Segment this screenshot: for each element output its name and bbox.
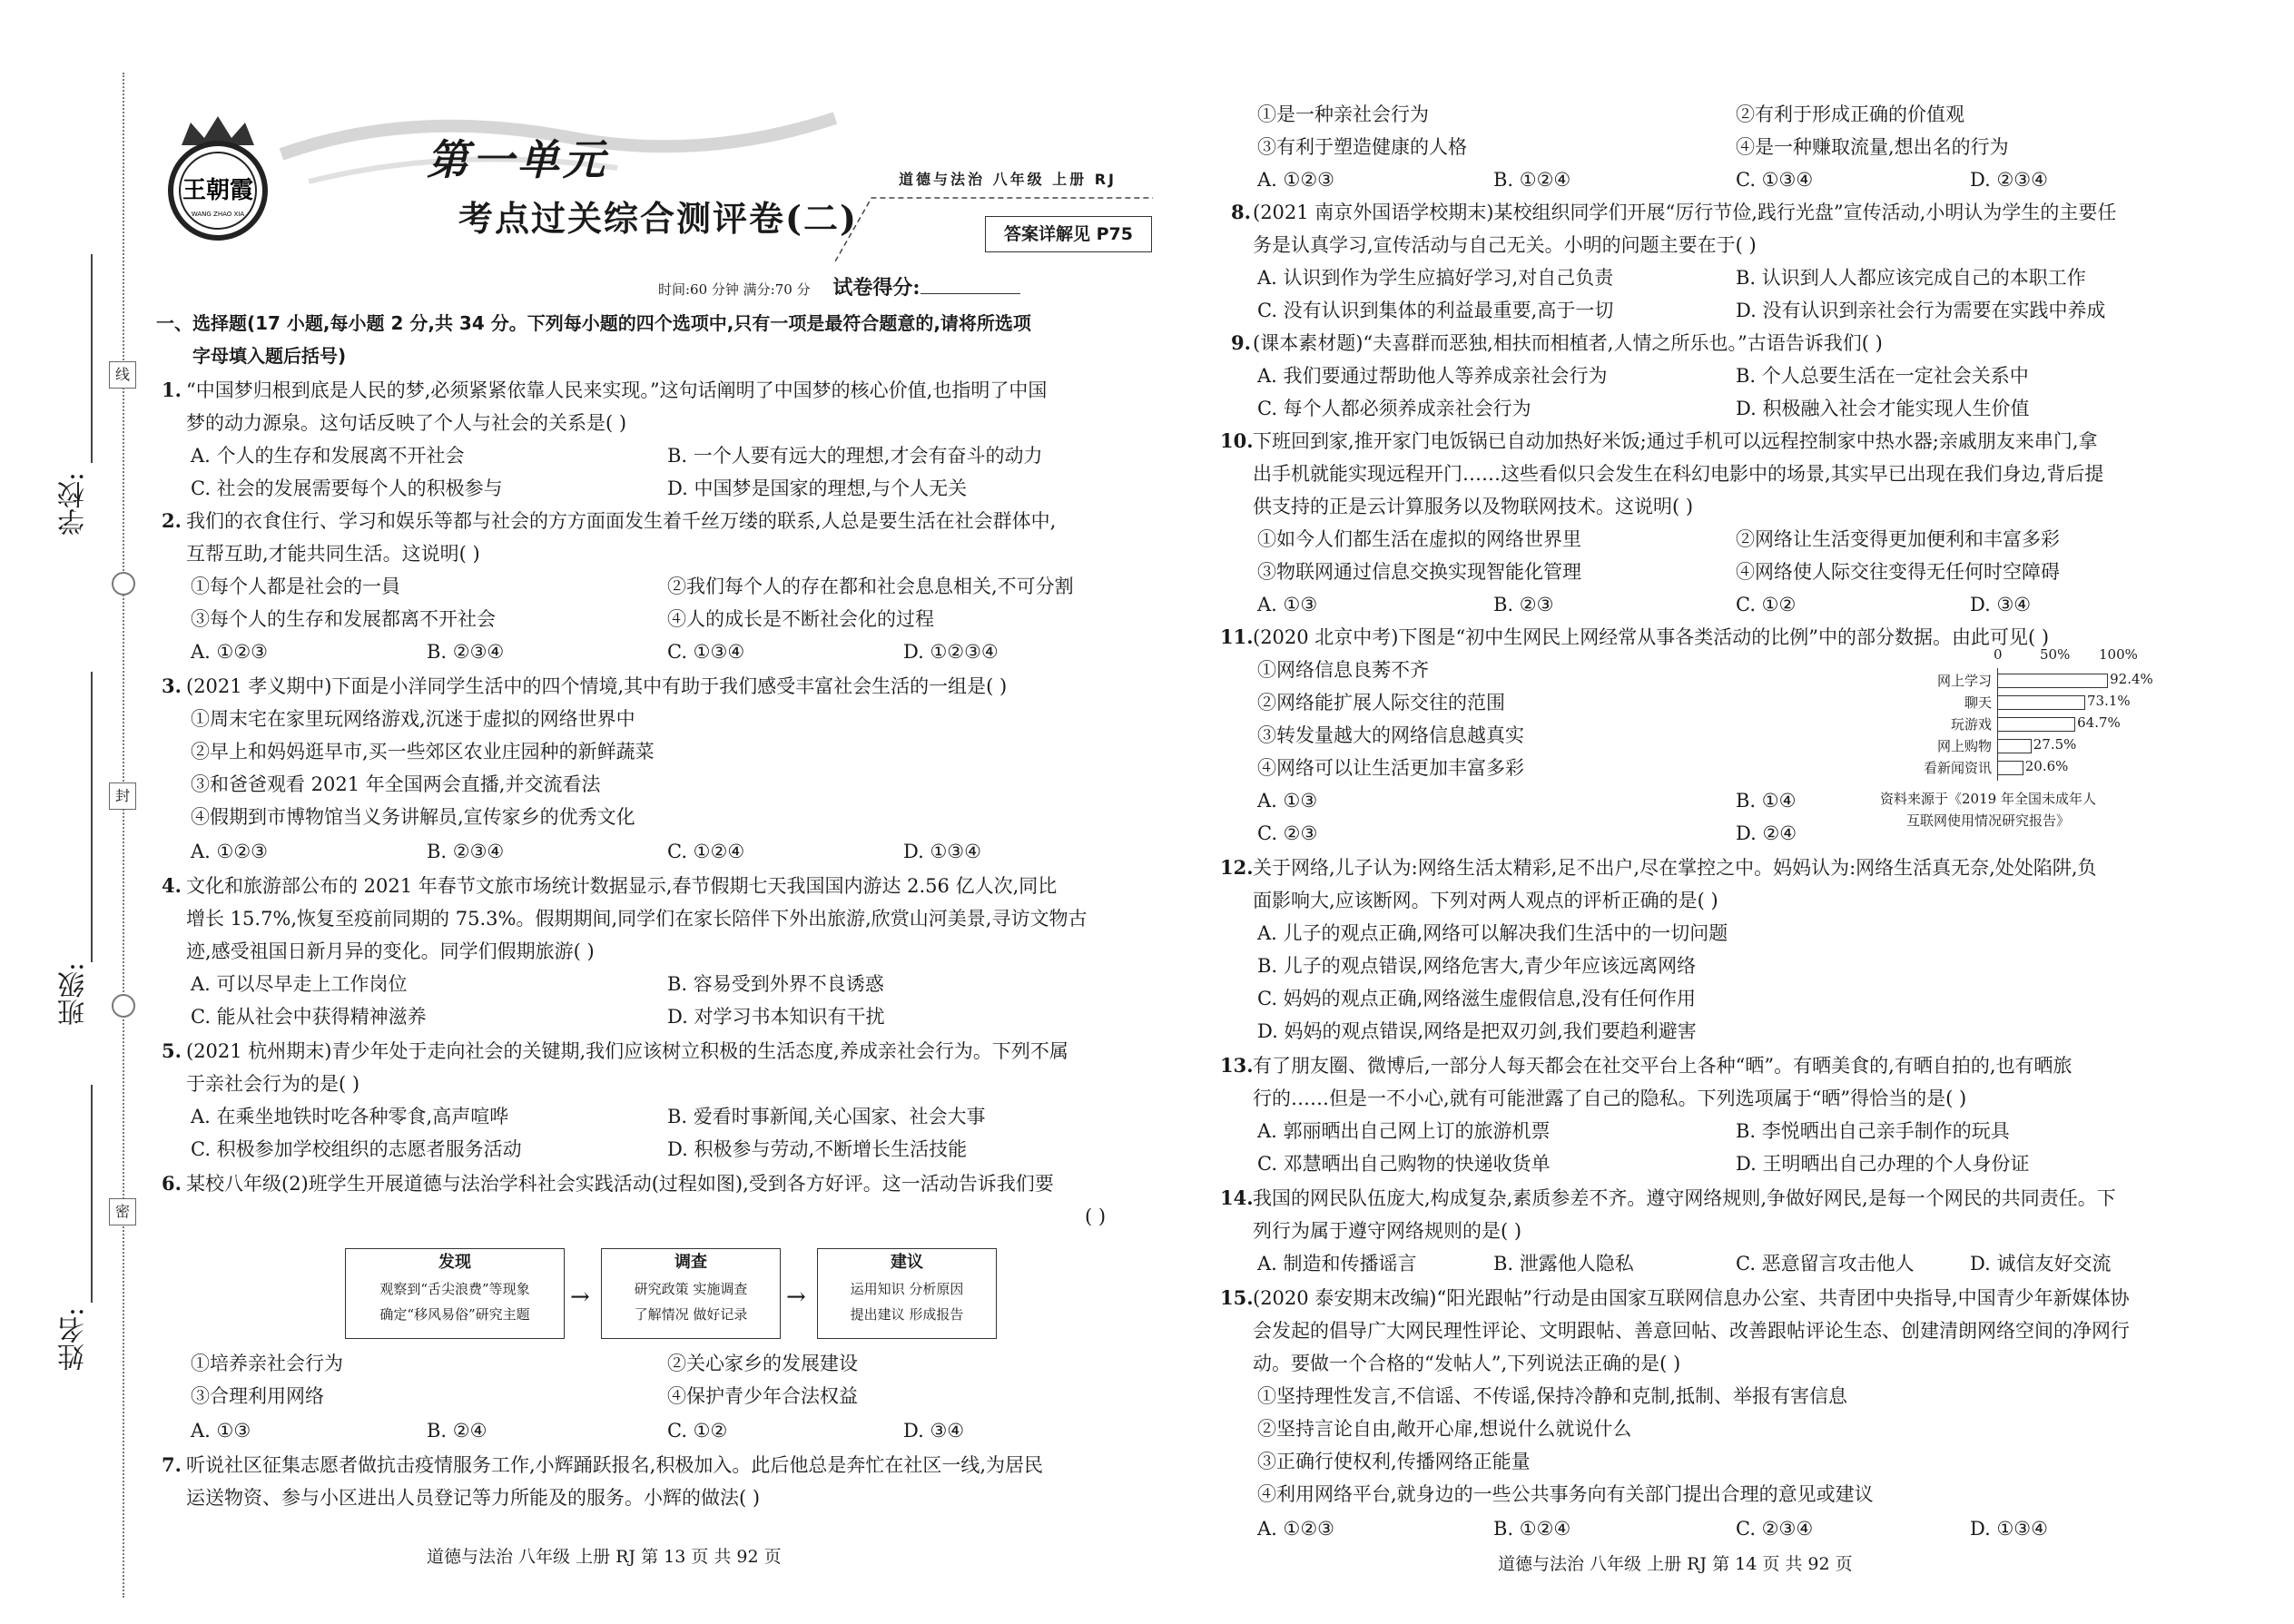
option-a[interactable]: A. 郭丽晒出自己网上订的旅游机票 [1257, 1120, 1551, 1142]
category-label: 看新闻资讯 [1923, 760, 1992, 776]
question-text: 文化和旅游部公布的 2021 年春节文旅市场统计数据显示,春节假期七天我国国内游达 2.56 亿人次,同比 [186, 875, 1058, 897]
option-b[interactable]: B. ②③ [1493, 594, 1554, 615]
question-number: 14. [1220, 1186, 1254, 1209]
option-a[interactable]: A. 可以尽早走上工作岗位 [191, 973, 408, 995]
statement: ②网络能扩展人际交往的范围 [1257, 692, 1505, 714]
option-c[interactable]: C. ①②④ [667, 841, 745, 862]
question-number: 9. [1231, 331, 1251, 354]
option-d[interactable]: D. 王明晒出自己办理的个人身份证 [1736, 1153, 2030, 1175]
option-b[interactable]: B. 容易受到外界不良诱惑 [667, 973, 884, 995]
page-footer-right: 道德与法治 八年级 上册 RJ 第 14 页 共 92 页 [1498, 1554, 1853, 1574]
statement: ③每个人的生存和发展都离不开社会 [191, 608, 496, 630]
statement: ④利用网络平台,就身边的一些公共事务向有关部门提出合理的意见或建议 [1257, 1483, 1874, 1505]
statement: ②坚持言论自由,敞开心扉,想说什么就说什么 [1257, 1418, 1632, 1440]
data-value-label: 20.6% [2024, 758, 2069, 774]
question-number: 11. [1220, 625, 1254, 648]
option-b[interactable]: B. 个人总要生活在一定社会关系中 [1736, 365, 2029, 387]
flow-step-title: 调查 [674, 1253, 707, 1272]
option-b[interactable]: B. 儿子的观点错误,网络危害大,青少年应该远离网络 [1257, 955, 1697, 977]
option-a[interactable]: A. ①③ [1257, 790, 1318, 812]
statement: ④是一种赚取流量,想出名的行为 [1736, 136, 2009, 158]
brand-logo [163, 109, 272, 245]
question-text: 面影响大,应该断网。下列对两人观点的评析正确的是( ) [1253, 890, 1718, 911]
statement: ④假期到市博物馆当义务讲解员,宣传家乡的优秀文化 [191, 806, 635, 828]
question-number: 2. [162, 509, 182, 532]
option-d[interactable]: D. 中国梦是国家的理想,与个人无关 [667, 477, 968, 499]
score-field[interactable] [921, 293, 1020, 294]
option-c[interactable]: C. 能从社会中获得精神滋养 [191, 1006, 427, 1028]
option-a[interactable]: A. ①②③ [191, 641, 268, 663]
question-text: 于亲社会行为的是( ) [186, 1073, 360, 1095]
binding-hole [112, 994, 135, 1018]
data-bar [1997, 695, 2085, 710]
option-a[interactable]: A. 我们要通过帮助他人等养成亲社会行为 [1257, 365, 1608, 387]
seal-tag-secret: 密 [109, 1198, 136, 1225]
flow-step-discover [345, 1248, 565, 1339]
option-b[interactable]: B. 爱看时事新闻,关心国家、社会大事 [667, 1106, 986, 1127]
chart-source: 资料来源于《2019 年全国未成年人 [1880, 791, 2096, 807]
data-bar [1997, 717, 2075, 732]
statement: ③正确行使权利,传播网络正能量 [1257, 1451, 1531, 1472]
question-text: 出手机就能实现远程开门……这些看似只会发生在科幻电影中的场景,其实早已出现在我们身边,背后提 [1253, 463, 2104, 485]
binding-line [123, 73, 124, 1598]
option-b[interactable]: B. ①②④ [1493, 169, 1571, 191]
statement: ③物联网通过信息交换实现智能化管理 [1257, 561, 1581, 583]
statement: ②关心家乡的发展建设 [667, 1353, 858, 1374]
option-c[interactable]: C. 妈妈的观点正确,网络滋生虚假信息,没有任何作用 [1257, 988, 1697, 1009]
question-text: 供支持的正是云计算服务以及物联网技术。这说明( ) [1253, 496, 1694, 517]
option-a[interactable]: A. ①②③ [191, 841, 268, 862]
flow-step-suggest [817, 1248, 997, 1339]
unit-title: 第一单元 [427, 135, 608, 184]
option-b[interactable]: B. 李悦晒出自己亲手制作的玩具 [1736, 1120, 2010, 1142]
question-text: 动。要做一个合格的“发帖人”,下列说法正确的是( ) [1253, 1353, 1681, 1374]
data-bar [1997, 761, 2023, 775]
school-label: 学校: [58, 472, 90, 536]
data-value-label: 64.7% [2077, 714, 2121, 731]
option-c[interactable]: C. 没有认识到集体的利益最重要,高于一切 [1257, 300, 1614, 321]
flow-step-line: 观察到“舌尖浪费”等现象 [379, 1281, 530, 1297]
chart-source: 互联网使用情况研究报告》 [1905, 812, 2070, 829]
option-c[interactable]: C. ②③ [1257, 822, 1318, 844]
seal-tag-line: 线 [109, 361, 136, 389]
flow-step-line: 了解情况 做好记录 [634, 1306, 748, 1323]
question-text: 有了朋友圈、微博后,一部分人每天都会在社交平台上各种“晒”。有晒美食的,有晒自拍的,也有晒旅 [1253, 1055, 2072, 1077]
statement: ①每个人都是社会的一員 [191, 576, 400, 597]
question-number: 10. [1220, 429, 1254, 452]
question-text: (2021 孝义期中)下面是小洋同学生活中的四个情境,其中有助于我们感受丰富社会生活的一组是( ) [186, 675, 1008, 697]
statement: ①周末宅在家里玩网络游戏,沉迷于虚拟的网络世界中 [191, 708, 635, 730]
logo-subtext: WANG ZHAO XIA [191, 211, 245, 218]
option-d[interactable]: D. ①③④ [1970, 1518, 2048, 1540]
name-field[interactable] [91, 1085, 93, 1303]
option-c[interactable]: C. 积极参加学校组织的志愿者服务活动 [191, 1138, 522, 1160]
question-text: 下班回到家,推开家门电饭锅已自动加热好米饭;通过手机可以远程控制家中热水器;亲戚朋友来串门,拿 [1253, 430, 2098, 452]
option-d[interactable]: D. ①②③④ [903, 641, 999, 663]
option-d[interactable]: D. 妈妈的观点错误,网络是把双刃剑,我们要趋利避害 [1257, 1020, 1697, 1042]
statement: ①如今人们都生活在虚拟的网络世界里 [1257, 528, 1581, 550]
answer-reference: 答案详解见 P75 [985, 216, 1152, 252]
option-d[interactable]: D. ③④ [1970, 594, 2032, 615]
option-d[interactable]: D. 积极融入社会才能实现人生价值 [1736, 398, 2030, 419]
score-label: 试卷得分: [832, 276, 921, 300]
option-a[interactable]: A. 个人的生存和发展离不开社会 [191, 445, 465, 467]
option-d[interactable]: D. 对学习书本知识有干扰 [667, 1006, 885, 1028]
question-text: 行的……但是一不小心,就有可能泄露了自己的隐私。下列选项属于“晒”得恰当的是( ) [1253, 1088, 1967, 1109]
option-c[interactable]: C. 恶意留言攻击他人 [1736, 1253, 1915, 1275]
category-label: 玩游戏 [1950, 716, 1992, 733]
option-a[interactable]: A. 儿子的观点正确,网络可以解决我们生活中的一切问题 [1257, 922, 1728, 944]
option-c[interactable]: C. ①② [667, 1420, 728, 1442]
category-label: 聊天 [1964, 694, 1992, 711]
question-number: 3. [162, 674, 182, 697]
flow-step-line: 运用知识 分析原因 [850, 1281, 964, 1297]
option-c[interactable]: C. 社会的发展需要每个人的积极参与 [191, 477, 503, 499]
question-text: (2021 南京外国语学校期末)某校组织同学们开展“厉行节俭,践行光盘”宣传活动,小明认为学生的主要任 [1253, 202, 2117, 223]
statement: ①坚持理性发言,不信谣、不传谣,保持冷静和克制,抵制、举报有害信息 [1257, 1385, 1848, 1407]
flow-step-title: 发现 [438, 1253, 471, 1272]
option-b[interactable]: B. ②③④ [427, 841, 505, 862]
data-bar [1997, 739, 2032, 753]
question-text: (2021 杭州期末)青少年处于走向社会的关键期,我们应该树立积极的生活态度,养成亲社会行为。下列不属 [186, 1040, 1068, 1062]
flow-step-title: 建议 [891, 1253, 923, 1272]
question-text: 会发起的倡导广大网民理性评论、文明跟帖、善意回帖、改善跟帖评论生态、创建清朗网络空间的净网行 [1253, 1320, 2130, 1342]
flow-step-survey [601, 1248, 781, 1339]
statement: ③和爸爸观看 2021 年全国两会直播,并交流看法 [191, 773, 601, 795]
statement: ③合理利用网络 [191, 1385, 324, 1407]
question-text: (2020 北京中考)下图是“初中生网民上网经常从事各类活动的比例”中的部分数据。由此可见( ) [1253, 626, 2050, 648]
option-a[interactable]: A. ①③ [1257, 594, 1318, 615]
option-a[interactable]: A. 制造和传播谣言 [1257, 1253, 1417, 1275]
question-text: 运送物资、参与小区进出人员登记等力所能及的服务。小辉的做法( ) [186, 1487, 761, 1509]
time-score-info: 时间:60 分钟 满分:70 分 [658, 281, 811, 298]
question-number: 5. [162, 1039, 182, 1062]
flow-arrow-icon: → [786, 1284, 806, 1311]
question-number: 8. [1231, 201, 1251, 223]
class-field[interactable] [91, 672, 93, 962]
option-b[interactable]: B. ①②④ [1493, 1518, 1571, 1540]
option-a[interactable]: A. ①③ [191, 1420, 251, 1442]
section-heading: 一、选择题(17 小题,每小题 2 分,共 34 分。下列每小题的四个选项中,只有一项是最符合题意的,请将所选项 [156, 312, 1031, 334]
statement: ④人的成长是不断社会化的过程 [667, 608, 934, 630]
option-d[interactable]: D. ②③④ [1970, 169, 2048, 191]
option-d[interactable]: D. 诚信友好交流 [1970, 1253, 2112, 1275]
data-value-label: 73.1% [2087, 693, 2131, 709]
option-d[interactable]: D. ①③④ [903, 841, 981, 862]
option-c[interactable]: C. ①③④ [667, 641, 745, 663]
answer-bracket[interactable]: ( ) [1085, 1206, 1107, 1227]
flow-step-line: 研究政策 实施调查 [634, 1281, 748, 1297]
option-d[interactable]: D. ③④ [903, 1420, 965, 1442]
question-text: 梦的动力源泉。这句话反映了个人与社会的关系是( ) [186, 412, 627, 434]
statement: ②我们每个人的存在都和社会息息相关,不可分割 [667, 576, 1074, 597]
question-number: 1. [162, 379, 182, 401]
statement: ③有利于塑造健康的人格 [1257, 136, 1467, 158]
flow-step-line: 确定“移风易俗”研究主题 [379, 1306, 530, 1323]
x-tick-label: 0 [1994, 646, 2003, 663]
question-text: 增长 15.7%,恢复至疫前同期的 75.3%。假期期间,同学们在家长陪伴下外出旅游,欣赏山河美景,寻访文物古 [186, 908, 1088, 930]
statement: ④网络可以让生活更加丰富多彩 [1257, 757, 1524, 779]
question-text: 互帮互助,才能共同生活。这说明( ) [186, 543, 480, 565]
option-a[interactable]: A. ①②③ [1257, 169, 1334, 191]
question-number: 7. [162, 1453, 182, 1476]
option-a[interactable]: A. 认识到作为学生应搞好学习,对自己负责 [1257, 267, 1614, 289]
x-tick-label: 100% [2099, 646, 2138, 663]
section-heading-cont: 字母填入题后括号) [192, 345, 347, 367]
statement: ②有利于形成正确的价值观 [1736, 103, 1964, 125]
question-number: 4. [162, 874, 182, 897]
statement: ①是一种亲社会行为 [1257, 103, 1429, 125]
question-text: 关于网络,儿子认为:网络生活太精彩,足不出户,尽在掌控之中。妈妈认为:网络生活真无奈,处处陷阱,负 [1253, 857, 2097, 879]
question-text: (2020 泰安期末改编)“阳光跟帖”行动是由国家互联网信息办公室、共青团中央指导,中国青少年新媒体协 [1253, 1287, 2130, 1309]
flow-step-line: 提出建议 形成报告 [850, 1306, 964, 1323]
option-b[interactable]: B. ①④ [1736, 790, 1797, 812]
question-text: 迹,感受祖国日新月异的变化。同学们假期旅游( ) [186, 940, 595, 962]
paper-title: 考点过关综合测评卷(二) [458, 198, 858, 239]
statement: ③转发量越大的网络信息越真实 [1257, 724, 1524, 746]
question-text: “中国梦归根到底是人民的梦,必须紧紧依靠人民来实现。”这句话阐明了中国梦的核心价值,也指明了中国 [186, 379, 1048, 401]
class-label: 班级: [58, 962, 90, 1027]
statement: ②网络让生活变得更加便利和丰富多彩 [1736, 528, 2060, 550]
seal-tag-seal: 封 [109, 782, 136, 810]
statement: ④保护青少年合法权益 [667, 1385, 858, 1407]
option-b[interactable]: B. 泄露他人隐私 [1493, 1253, 1634, 1275]
name-label: 姓名: [58, 1307, 90, 1372]
data-bar [1997, 674, 2108, 688]
question-text: 我们的衣食住行、学习和娱乐等都与社会的方方面面发生着千丝万缕的联系,人总是要生活在社会群体中, [186, 510, 1057, 532]
data-value-label: 92.4% [2110, 671, 2153, 687]
question-number: 15. [1220, 1286, 1254, 1309]
option-d[interactable]: D. 积极参与劳动,不断增长生活技能 [667, 1138, 968, 1160]
option-b[interactable]: B. 认识到人人都应该完成自己的本职工作 [1736, 267, 2086, 289]
school-field[interactable] [91, 254, 93, 463]
subject-tag: 道德与法治 八年级 上册 RJ [899, 171, 1117, 188]
option-c[interactable]: C. ①③④ [1736, 169, 1814, 191]
option-c[interactable]: C. 每个人都必须养成亲社会行为 [1257, 398, 1531, 419]
activity-bar-chart [1888, 646, 2188, 782]
category-label: 网上学习 [1936, 673, 1992, 689]
option-d[interactable]: D. 没有认识到亲社会行为需要在实践中养成 [1736, 300, 2106, 321]
option-b[interactable]: B. ②④ [427, 1420, 487, 1442]
category-label: 网上购物 [1936, 738, 1992, 754]
statement: ①网络信息良莠不齐 [1257, 659, 1429, 681]
flow-arrow-icon: → [570, 1284, 590, 1311]
option-c[interactable]: C. ①② [1736, 594, 1797, 615]
logo-text: 王朝霞 [182, 177, 254, 204]
option-a[interactable]: A. ①②③ [1257, 1518, 1334, 1540]
option-a[interactable]: A. 在乘坐地铁时吃各种零食,高声喧哗 [191, 1106, 509, 1127]
question-text: (课本素材题)“夫喜群而恶独,相扶而相植者,人情之所乐也。”古语告诉我们( ) [1253, 332, 1883, 354]
statement: ①培养亲社会行为 [191, 1353, 343, 1374]
binding-hole [112, 572, 135, 595]
question-number: 12. [1220, 856, 1254, 879]
exam-meta [658, 272, 1020, 300]
option-c[interactable]: C. 邓慧晒出自己购物的快递收货单 [1257, 1153, 1551, 1175]
page-footer-left: 道德与法治 八年级 上册 RJ 第 13 页 共 92 页 [427, 1547, 782, 1567]
question-text: 务是认真学习,宣传活动与自己无关。小明的问题主要在于( ) [1253, 234, 1757, 256]
statement: ②早上和妈妈逛早市,买一些郊区农业庄园种的新鲜蔬菜 [191, 741, 655, 763]
question-text: 我国的网民队伍庞大,构成复杂,素质参差不齐。遵守网络规则,争做好网民,是每一个网民的共同责任。下 [1253, 1187, 2116, 1209]
question-number: 13. [1220, 1054, 1254, 1077]
option-c[interactable]: C. ②③④ [1736, 1518, 1814, 1540]
data-value-label: 27.5% [2033, 736, 2077, 753]
x-tick-label: 50% [2040, 646, 2071, 663]
option-d[interactable]: D. ②④ [1736, 822, 1797, 844]
question-text: 某校八年级(2)班学生开展道德与法治学科社会实践活动(过程如图),受到各方好评。这一活动告诉我们要 [186, 1173, 1054, 1195]
option-b[interactable]: B. 一个人要有远大的理想,才会有奋斗的动力 [667, 445, 1043, 467]
question-text: 听说社区征集志愿者做抗击疫情服务工作,小辉踊跃报名,积极加入。此后他总是奔忙在社区一线,为居民 [186, 1454, 1044, 1476]
question-text: 列行为属于遵守网络规则的是( ) [1253, 1220, 1522, 1242]
question-number: 6. [162, 1172, 182, 1195]
option-b[interactable]: B. ②③④ [427, 641, 505, 663]
statement: ④网络使人际交往变得无任何时空障碍 [1736, 561, 2060, 583]
